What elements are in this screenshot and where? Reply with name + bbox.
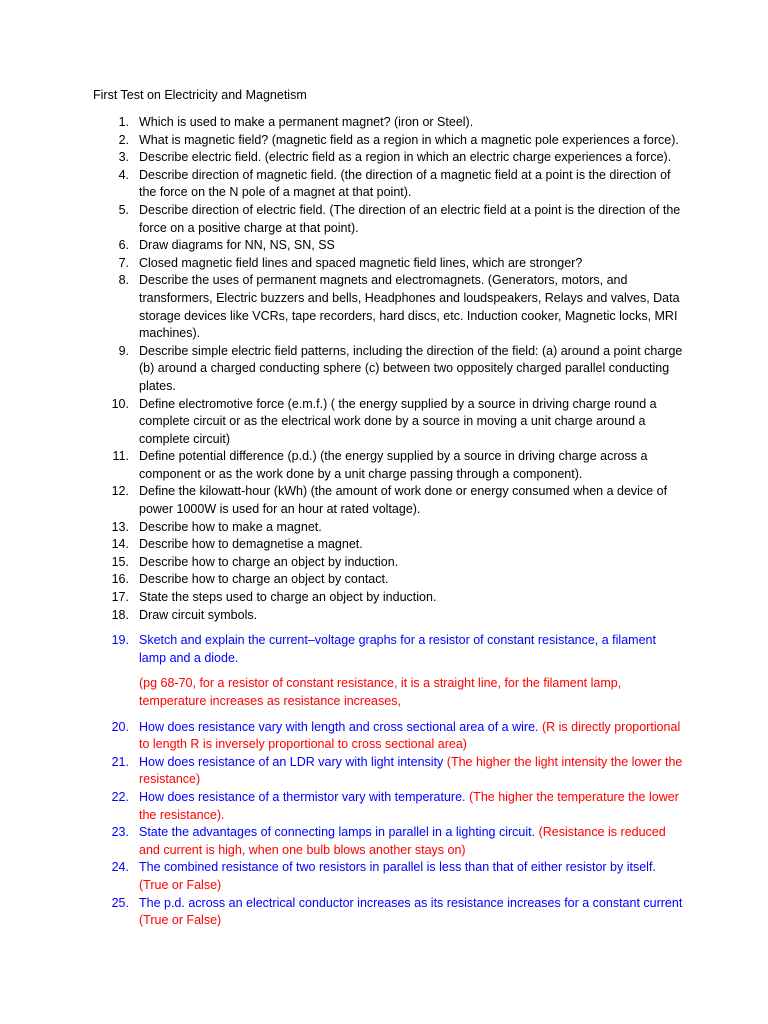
item-text <box>139 789 683 824</box>
item-number: 24. <box>111 860 129 875</box>
list-item <box>93 589 683 607</box>
item-text: Define the kilowatt-hour (kWh) (the amount of work done or energy consumed when a device of power 1000W is used for an hour at rated voltage). <box>139 484 668 517</box>
list-item-colored <box>93 859 683 894</box>
answer-text: (True or False) <box>139 877 222 892</box>
question-list <box>93 114 683 930</box>
item-text <box>139 719 683 754</box>
list-item <box>93 607 683 625</box>
item-number: 16. <box>111 572 129 587</box>
item-text: Describe direction of magnetic field. (the direction of a magnetic field at a point is the direction of the force on the N pole of a magnet at that point). <box>139 167 671 200</box>
list-item-colored <box>93 632 683 667</box>
list-item <box>93 237 683 255</box>
item-number: 23. <box>111 825 129 840</box>
item-number: 25. <box>111 895 129 910</box>
item-text: Which is used to make a permanent magnet? (iron or Steel). <box>139 115 474 129</box>
item-number: 18. <box>111 607 129 622</box>
item-number: 17. <box>111 590 129 605</box>
item-text: Describe direction of electric field. (The direction of an electric field at a point is the direction of the force on a positive charge at that point). <box>139 202 681 235</box>
list-item <box>93 536 683 554</box>
item-number: 4. <box>118 167 129 182</box>
item-number: 10. <box>111 396 129 411</box>
list-item <box>93 519 683 537</box>
list-item <box>93 132 683 150</box>
list-item <box>93 202 683 237</box>
list-item-colored <box>93 789 683 824</box>
question-text: State the advantages of connecting lamps in parallel in a lighting circuit. <box>139 825 536 840</box>
item-number: 9. <box>118 343 129 358</box>
item-number: 1. <box>118 115 129 129</box>
item-text <box>139 754 683 789</box>
item-number: 6. <box>118 238 129 253</box>
item-number: 11. <box>112 449 129 464</box>
list-item <box>93 114 683 132</box>
question-text: How does resistance vary with length and cross sectional area of a wire. <box>139 719 539 734</box>
question-text: The p.d. across an electrical conductor increases as its resistance increases for a constant current <box>139 895 683 910</box>
item-text: Describe how to demagnetise a magnet. <box>139 537 363 552</box>
item-text: Describe how to make a magnet. <box>139 519 322 534</box>
item-number: 2. <box>118 132 129 147</box>
list-item <box>93 272 683 342</box>
item-text: Define electromotive force (e.m.f.) ( the energy supplied by a source in driving charge round a complete circuit or as the electrical work done by a source in moving a unit charge around a complete circuit) <box>139 396 657 446</box>
item-text: Describe electric field. (electric field as a region in which an electric charge experiences a force). <box>139 150 672 165</box>
item-text: State the steps used to charge an object by induction. <box>139 590 437 605</box>
answer-text: (R is directly proportional to length R is inversely proportional to cross sectional area) <box>139 719 681 752</box>
answer-text: (pg 68-70, for a resistor of constant resistance, it is a straight line, for the filament lamp, temperature increases as resistance increases, <box>139 676 622 708</box>
list-item <box>93 448 683 483</box>
item-text: Define potential difference (p.d.) (the energy supplied by a source in driving charge across a component or as the work done by a unit charge passing through a component). <box>139 449 648 481</box>
list-item-colored <box>93 754 683 789</box>
list-item <box>93 571 683 589</box>
item-text <box>139 675 683 710</box>
answer-text: (True or False) <box>139 913 222 928</box>
item-number: 8. <box>118 273 129 288</box>
item-text <box>139 859 683 894</box>
item-number: 13. <box>111 519 129 534</box>
list-item <box>93 255 683 273</box>
list-item <box>93 396 683 449</box>
item-text <box>139 895 683 930</box>
item-number: 15. <box>111 554 129 569</box>
list-item-colored <box>93 719 683 754</box>
item-number: 19. <box>111 633 129 648</box>
answer-text: (Resistance is reduced and current is high, when one bulb blows another stays on) <box>139 825 666 857</box>
item-number: 12. <box>111 484 129 499</box>
item-text: Closed magnetic field lines and spaced magnetic field lines, which are stronger? <box>139 255 583 270</box>
item-text: Describe the uses of permanent magnets and electromagnets. (Generators, motors, and transformers, Electric buzzers and bells, Headphones and loudspeakers, Relays and valves, Data storage devices like VCRs, tape recorders, hard discs, etc. Induction cooker, Magnetic locks, MRI machines). <box>139 273 680 341</box>
list-item-colored <box>93 895 683 930</box>
item-text: Describe how to charge an object by induction. <box>139 554 399 569</box>
item-text: What is magnetic field? (magnetic field as a region in which a magnetic pole experiences a force). <box>139 132 679 147</box>
question-text: How does resistance of a thermistor vary with temperature. <box>139 789 466 804</box>
question-text: Sketch and explain the current–voltage graphs for a resistor of constant resistance, a filament lamp and a diode. <box>139 633 656 665</box>
item-number: 7. <box>118 255 129 270</box>
list-item <box>93 554 683 572</box>
answer-text: (The higher the temperature the lower the resistance). <box>139 789 679 822</box>
item-number: 22. <box>111 789 129 804</box>
item-number: 21. <box>111 754 129 769</box>
list-item-colored <box>93 824 683 859</box>
item-text: Describe simple electric field patterns, including the direction of the field: (a) around a point charge (b) around a charged conducting sphere (c) between two oppositely charged parallel conducting plates. <box>139 343 683 393</box>
item-number: 20. <box>111 719 129 734</box>
page-title: First Test on Electricity and Magnetism <box>93 88 307 102</box>
item-text: Describe how to charge an object by contact. <box>139 572 389 587</box>
list-item <box>93 167 683 202</box>
item-number: 14. <box>111 537 129 552</box>
item-number: 3. <box>118 150 129 165</box>
item-number: 5. <box>118 202 129 217</box>
question-text: The combined resistance of two resistors in parallel is less than that of either resistor by itself. <box>139 860 656 875</box>
list-item-continuation <box>93 675 683 710</box>
item-text <box>139 632 683 667</box>
answer-text: (The higher the light intensity the lower the resistance) <box>139 754 683 787</box>
item-text: Draw diagrams for NN, NS, SN, SS <box>139 238 335 253</box>
list-item <box>93 343 683 396</box>
list-item <box>93 483 683 518</box>
question-text: How does resistance of an LDR vary with light intensity <box>139 754 444 769</box>
item-text: Draw circuit symbols. <box>139 607 258 622</box>
list-item <box>93 149 683 167</box>
item-text <box>139 824 683 859</box>
